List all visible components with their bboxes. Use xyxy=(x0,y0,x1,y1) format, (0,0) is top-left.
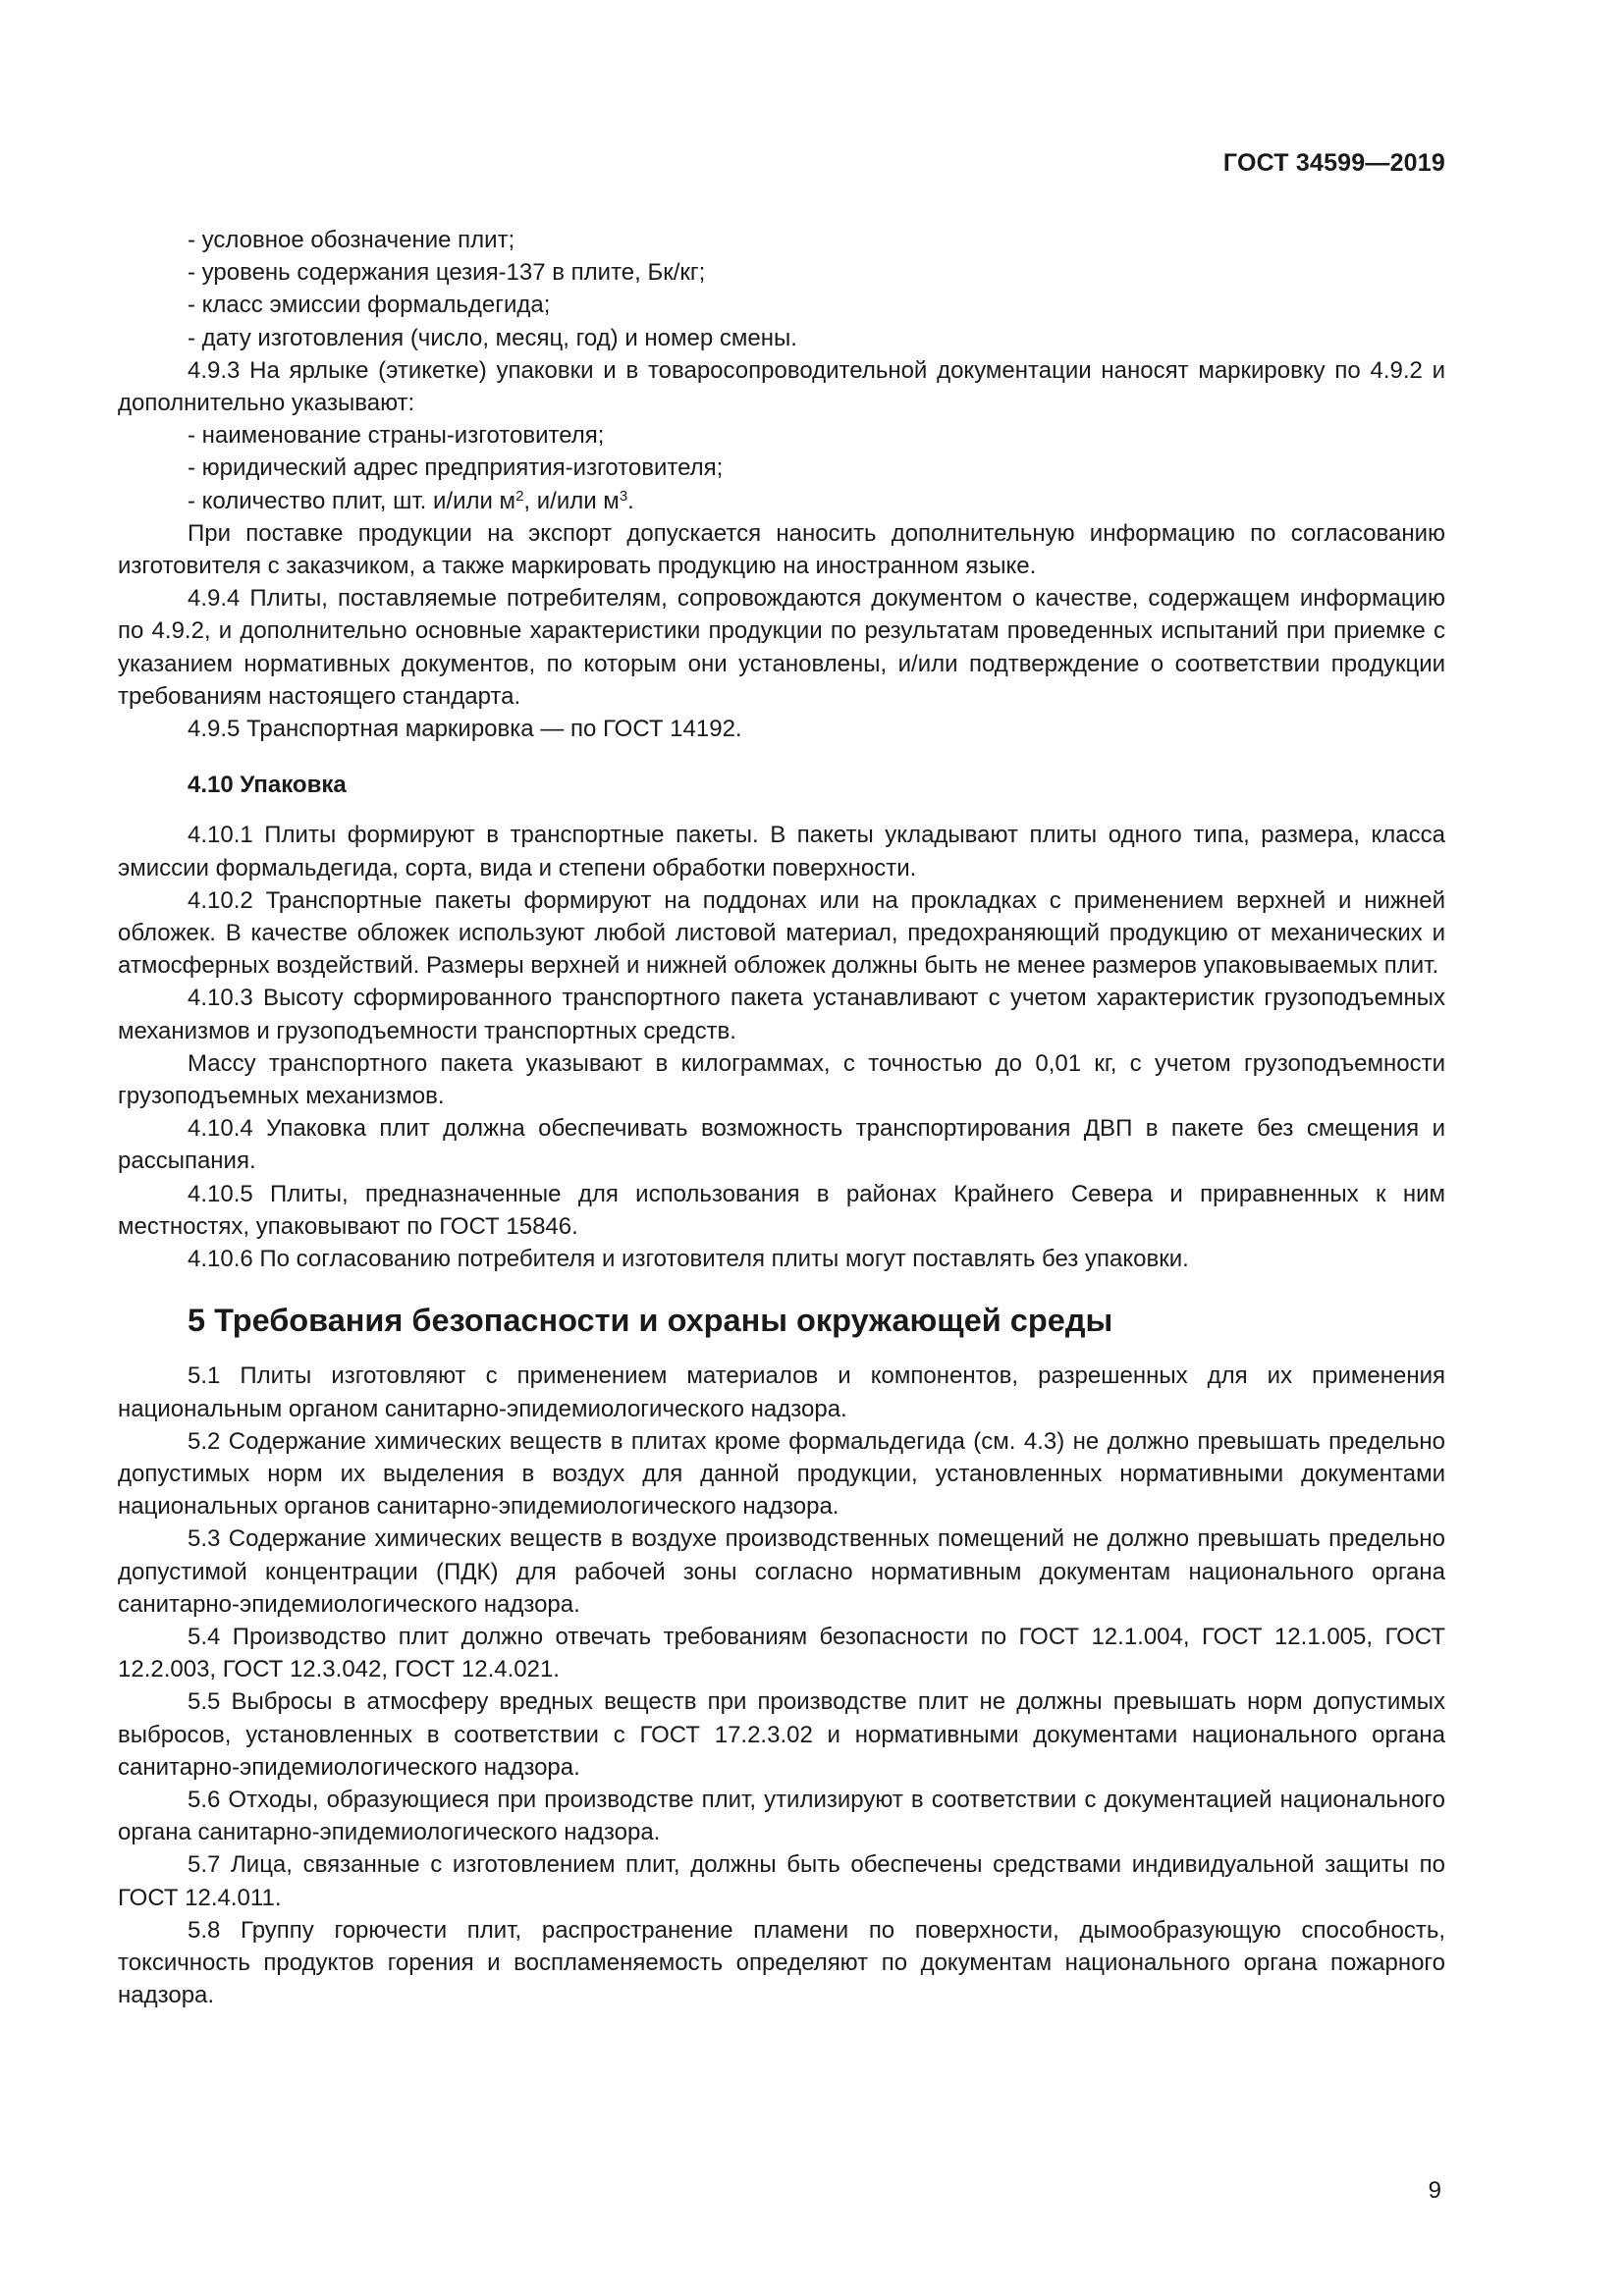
paragraph-5-7: 5.7 Лица, связанные с изготовлением плит, должны быть обеспечены средствами индивидуальной защиты по ГОСТ 12.4.011. xyxy=(118,1851,1445,1911)
list-item: - дату изготовления (число, месяц, год) и номер смены. xyxy=(188,324,797,351)
document-header: ГОСТ 34599—2019 xyxy=(1222,149,1445,177)
paragraph-mass: Массу транспортного пакета указывают в килограммах, с точностью до 0,01 кг, с учетом грузоподъемности грузоподъемных механизмов. xyxy=(118,1049,1445,1110)
superscript-2: 2 xyxy=(515,487,524,505)
list-item: - класс эмиссии формальдегида; xyxy=(188,292,551,319)
paragraph-4-10-3: 4.10.3 Высоту сформированного транспортного пакета устанавливают с учетом характеристик грузоподъемных механизмов и грузоподъемности транспортных средств. xyxy=(118,985,1445,1044)
paragraph-5-3: 5.3 Содержание химических веществ в воздухе производственных помещений не должно превышать предельно допустимой концентрации (ПДК) для рабочей зоны согласно нормативным документам национального органа санитарно-эпидемиологического надзора. xyxy=(118,1525,1445,1618)
paragraph-4-10-5: 4.10.5 Плиты, предназначенные для использования в районах Крайнего Севера и приравненных к ним местностях, упаковывают по ГОСТ 15846. xyxy=(118,1180,1445,1240)
document-body xyxy=(118,224,1445,2011)
paragraph-4-10-2: 4.10.2 Транспортные пакеты формируют на поддонах или на прокладках с применением верхней и нижней обложек. В качестве обложек используют любой листовой материал, предохраняющий продукцию от механических и атмосферных воздействий. Размеры верхней и нижней обложек должны быть не менее размеров упаковываемых плит. xyxy=(118,886,1445,980)
paragraph-4-9-4: 4.9.4 Плиты, поставляемые потребителям, сопровождаются документом о качестве, содержащем информацию по 4.9.2, и дополнительно основные характеристики продукции по результатам проведенных испытаний при приемке с указанием нормативных документов, по которым они установлены, и/или подтверждение о соответствии продукции требованиям настоящего стандарта. xyxy=(118,585,1445,710)
paragraph-5-8: 5.8 Группу горючести плит, распространение пламени по поверхности, дымообразующую способность, токсичность продуктов горения и воспламеняемость определяют по документам национального органа пожарного надзора. xyxy=(118,1916,1445,2009)
list-item: - наименование страны-изготовителя; xyxy=(188,422,605,450)
paragraph-5-4: 5.4 Производство плит должно отвечать требованиям безопасности по ГОСТ 12.1.004, ГОСТ 12.1.005, ГОСТ 12.2.003, ГОСТ 12.3.042, ГОСТ 12.4.021. xyxy=(118,1623,1445,1683)
section-heading-4-10: 4.10 Упаковка xyxy=(188,772,347,799)
paragraph-5-5: 5.5 Выбросы в атмосферу вредных веществ при производстве плит не должны превышать норм допустимых выбросов, установленных в соответствии с ГОСТ 17.2.3.02 и нормативными документами национального органа санитарно-эпидемиологического надзора. xyxy=(118,1688,1445,1781)
list-item-quantity xyxy=(118,485,1445,517)
paragraph-4-10-1: 4.10.1 Плиты формируют в транспортные пакеты. В пакеты укладывают плиты одного типа, размера, класса эмиссии формальдегида, сорта, вида и степени обработки поверхности. xyxy=(118,822,1445,881)
superscript-3: 3 xyxy=(619,487,628,505)
quantity-text: - количество плит, шт. и/или м xyxy=(188,487,516,514)
paragraph-5-1: 5.1 Плиты изготовляют с применением материалов и компонентов, разрешенных для их применения национальным органом санитарно-эпидемиологического надзора. xyxy=(118,1362,1445,1422)
paragraph-4-9-5: 4.9.5 Транспортная маркировка — по ГОСТ 14192. xyxy=(188,716,742,743)
section-heading-5: 5 Требования безопасности и охраны окружающей среды xyxy=(188,1303,1113,1339)
list-item: - юридический адрес предприятия-изготовителя; xyxy=(188,454,724,482)
list-item: - условное обозначение плит; xyxy=(188,227,515,253)
paragraph-5-2: 5.2 Содержание химических веществ в плитах кроме формальдегида (см. 4.3) не должно превышать предельно допустимых норм их выделения в воздух для данной продукции, установленных нормативными документами национальных органов санитарно-эпидемиологического надзора. xyxy=(118,1427,1445,1521)
page-number: 9 xyxy=(1428,2177,1441,2204)
paragraph-4-10-6: 4.10.6 По согласованию потребителя и изготовителя плиты могут поставлять без упаковки. xyxy=(188,1246,1189,1273)
quantity-text-mid: , и/или м xyxy=(523,487,620,514)
quantity-text-end: . xyxy=(627,487,634,514)
paragraph-5-6: 5.6 Отходы, образующиеся при производстве плит, утилизируют в соответствии с документацией национального органа санитарно-эпидемиологического надзора. xyxy=(118,1786,1445,1846)
list-item: - уровень содержания цезия-137 в плите, Бк/кг; xyxy=(188,259,706,287)
paragraph-4-9-3: 4.9.3 На ярлыке (этикетке) упаковки и в товаросопроводительной документации наносят маркировку по 4.9.2 и дополнительно указывают: xyxy=(118,356,1445,417)
paragraph-export: При поставке продукции на экспорт допускается наносить дополнительную информацию по согласованию изготовителя с заказчиком, а также маркировать продукцию на иностранном языке. xyxy=(118,519,1445,580)
paragraph-4-10-4: 4.10.4 Упаковка плит должна обеспечивать возможность транспортирования ДВП в пакете без смещения и рассыпания. xyxy=(118,1115,1445,1175)
